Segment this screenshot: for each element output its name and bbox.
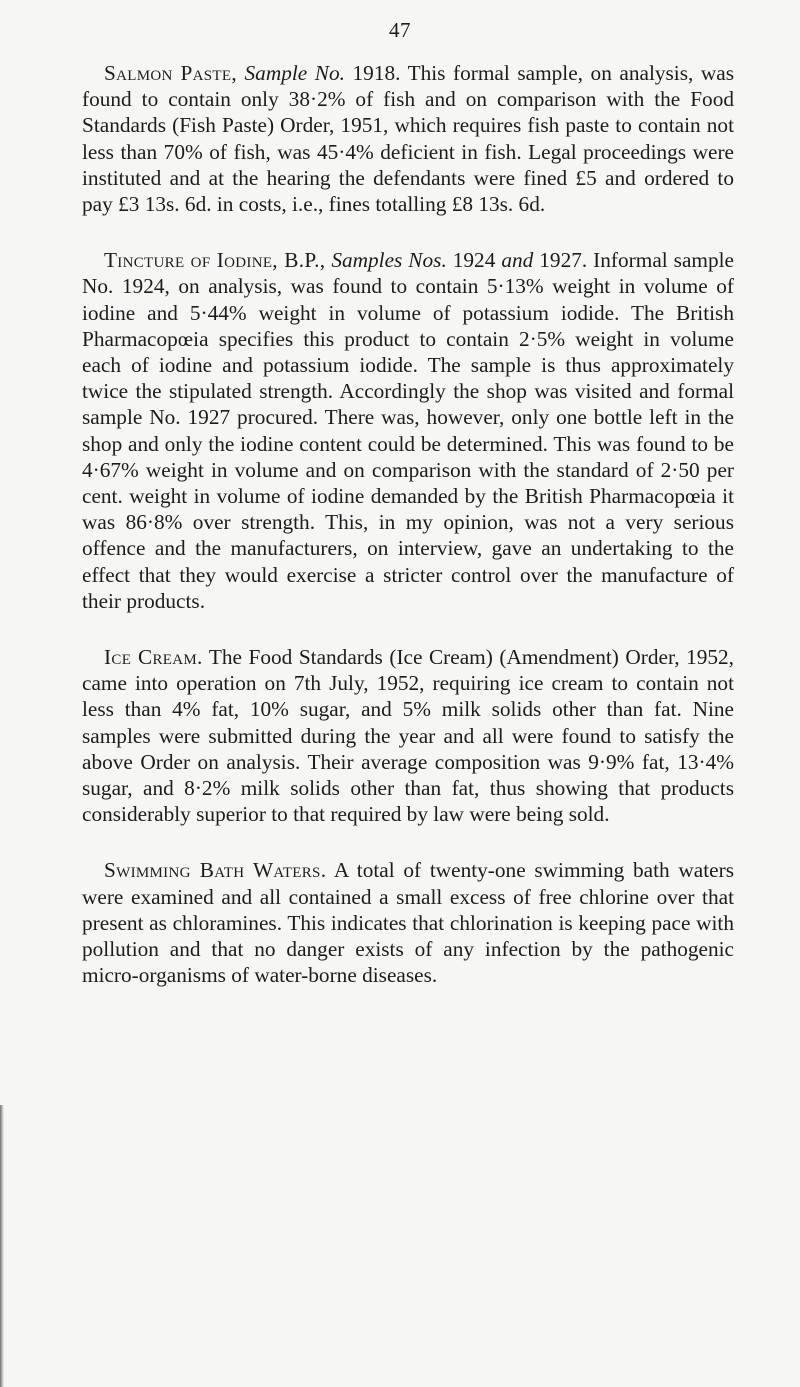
sample-reference: Samples Nos. xyxy=(331,248,447,273)
paragraph-text: 1927. Informal sample No. 1924, on analysis, was found to contain 5·13% weight in volume of iodine and 5·44% weight in volume of potassium iodide. The British Pharmacopœia specifies this product to contain 2·5% weight in volume each of iodine and potassium iodide. The sample is thus approximately twice the stipulated strength. Accordingly the shop was visited and formal sample No. 1927 procured. There was, however, only one bottle left in the shop and only the iodine content could be determined. This was found to be 4·67% weight in volume and on comparison with the standard of 2·50 per cent. weight in volume of iodine demanded by the British Pharmacopœia it was 86·8% over strength. This, in my opinion, was not a very serious offence and the manufacturers, on interview, gave an undertaking to the effect that they would exercise a stricter control over the manufacture of their products. xyxy=(82,248,734,613)
paragraph-salmon-paste xyxy=(82,60,734,217)
paragraph-heading: Tincture of Iodine, B.P., xyxy=(104,248,326,273)
paragraph-heading: Ice Cream. xyxy=(104,645,203,670)
paragraph-text: 1918. This formal sample, on analysis, was found to contain only 38·2% of fish and on comparison with the Food Standards (Fish Paste) Order, 1951, which requires fish paste to contain not less than 70% of fish, was 45·4% deficient in fish. Legal proceedings were instituted and at the hearing the defendants were fined £5 and ordered to pay £3 13s. 6d. in costs, i.e., fines totalling £8 13s. 6d. xyxy=(82,61,734,217)
page-binding-edge xyxy=(0,1105,4,1387)
sample-reference: Sample No. xyxy=(244,61,345,85)
paragraph-text: A total of twenty-one swimming bath waters were examined and all contained a small excess of free chlorine over that present as chloramines. This indicates that chlorination is keeping pace with pollution and that no danger exists of any infection by the pathogenic micro-organisms of water-borne diseases. xyxy=(82,858,734,988)
page-number: 47 xyxy=(389,18,411,42)
paragraph-ice-cream xyxy=(82,644,734,827)
paragraph-text: The Food Standards (Ice Cream) (Amendment) Order, 1952, came into operation on 7th July, 1952, requiring ice cream to contain not less than 4% fat, 10% sugar, and 5% milk solids other than fat. Nine samples were submitted during the year and all were found to satisfy the above Order on analysis. Their average composition was 9·9% fat, 13·4% sugar, and 8·2% milk solids other than fat, thus showing that products considerably superior to that required by law were being sold. xyxy=(82,645,734,827)
paragraph-tincture-of-iodine xyxy=(82,247,734,614)
sample-number: 1924 xyxy=(446,248,502,273)
paragraph-heading: Salmon Paste, xyxy=(104,61,237,85)
paragraph-swimming-bath-waters xyxy=(82,857,734,988)
document-body xyxy=(82,60,734,1019)
sample-reference-conjunction: and xyxy=(501,248,534,273)
paragraph-heading: Swimming Bath Waters. xyxy=(104,858,327,883)
